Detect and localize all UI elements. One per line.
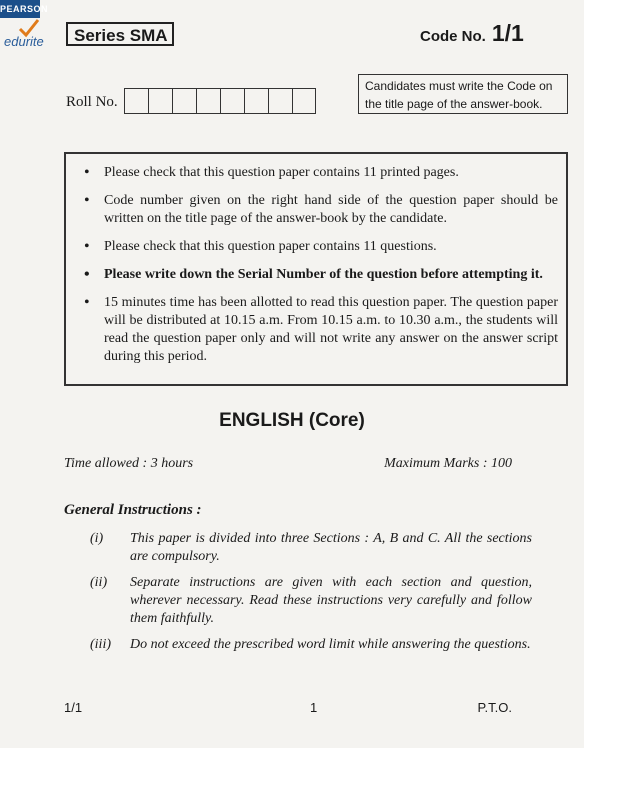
item-number: (ii) [90, 575, 108, 590]
roll-digit-box[interactable] [268, 88, 292, 114]
roll-no-boxes[interactable] [124, 88, 316, 114]
roll-digit-box[interactable] [196, 88, 220, 114]
paper-title: ENGLISH (Core) [219, 410, 365, 431]
roll-digit-box[interactable] [220, 88, 244, 114]
roll-digit-box[interactable] [244, 88, 268, 114]
candidate-note: Candidates must write the Code on the title page of the answer-book. [358, 74, 568, 114]
roll-digit-box[interactable] [148, 88, 172, 114]
item-text: Separate instructions are given with each section and question, wherever necessary. Read these instructions very carefully and follow them faithfully. [130, 575, 532, 626]
instruction-item: • Code number given on the right hand side of the question paper should be written on the title page of the answer-book by the candidate. [80, 192, 558, 228]
roll-digit-box[interactable] [292, 88, 316, 114]
roll-digit-box[interactable] [124, 88, 148, 114]
maximum-marks: Maximum Marks : 100 [384, 456, 512, 471]
code-number [420, 20, 524, 47]
item-number: (iii) [90, 637, 111, 652]
series-label: Series SMA [66, 22, 174, 46]
time-allowed: Time allowed : 3 hours [64, 456, 194, 471]
item-number: (i) [90, 531, 104, 546]
pto-label: P.T.O. [477, 700, 512, 715]
general-instruction-item [90, 636, 532, 654]
roll-digit-box[interactable] [172, 88, 196, 114]
roll-no-label: Roll No. [66, 94, 118, 110]
code-value: 1/1 [491, 20, 524, 46]
instructions-box [64, 152, 568, 386]
general-instruction-item [90, 530, 532, 566]
item-text: Do not exceed the prescribed word limit while answering the questions. [130, 637, 531, 652]
footer-code: 1/1 [64, 700, 83, 715]
general-instructions-heading: General Instructions : [64, 502, 202, 518]
pearson-logo: PEARSON [0, 0, 40, 18]
instruction-item: • Please check that this question paper contains 11 printed pages. [80, 164, 558, 182]
page-number: 1 [310, 700, 318, 715]
general-instruction-item [90, 574, 532, 628]
instruction-item: • 15 minutes time has been allotted to read this question paper. The question paper will be distributed at 10.15 a.m. From 10.15 a.m. to 10.30 a.m., the students will read the question paper only and will not write any answer on the answer script during this period. [80, 294, 558, 366]
item-text: This paper is divided into three Sections : A, B and C. All the sections are compulsory. [130, 531, 532, 564]
edurite-logo: edurite [4, 34, 44, 49]
general-instructions-list [90, 530, 532, 662]
code-label: Code No. [420, 28, 486, 45]
instruction-item: • Please write down the Serial Number of the question before attempting it. [80, 266, 558, 284]
instruction-item: • Please check that this question paper contains 11 questions. [80, 238, 558, 256]
